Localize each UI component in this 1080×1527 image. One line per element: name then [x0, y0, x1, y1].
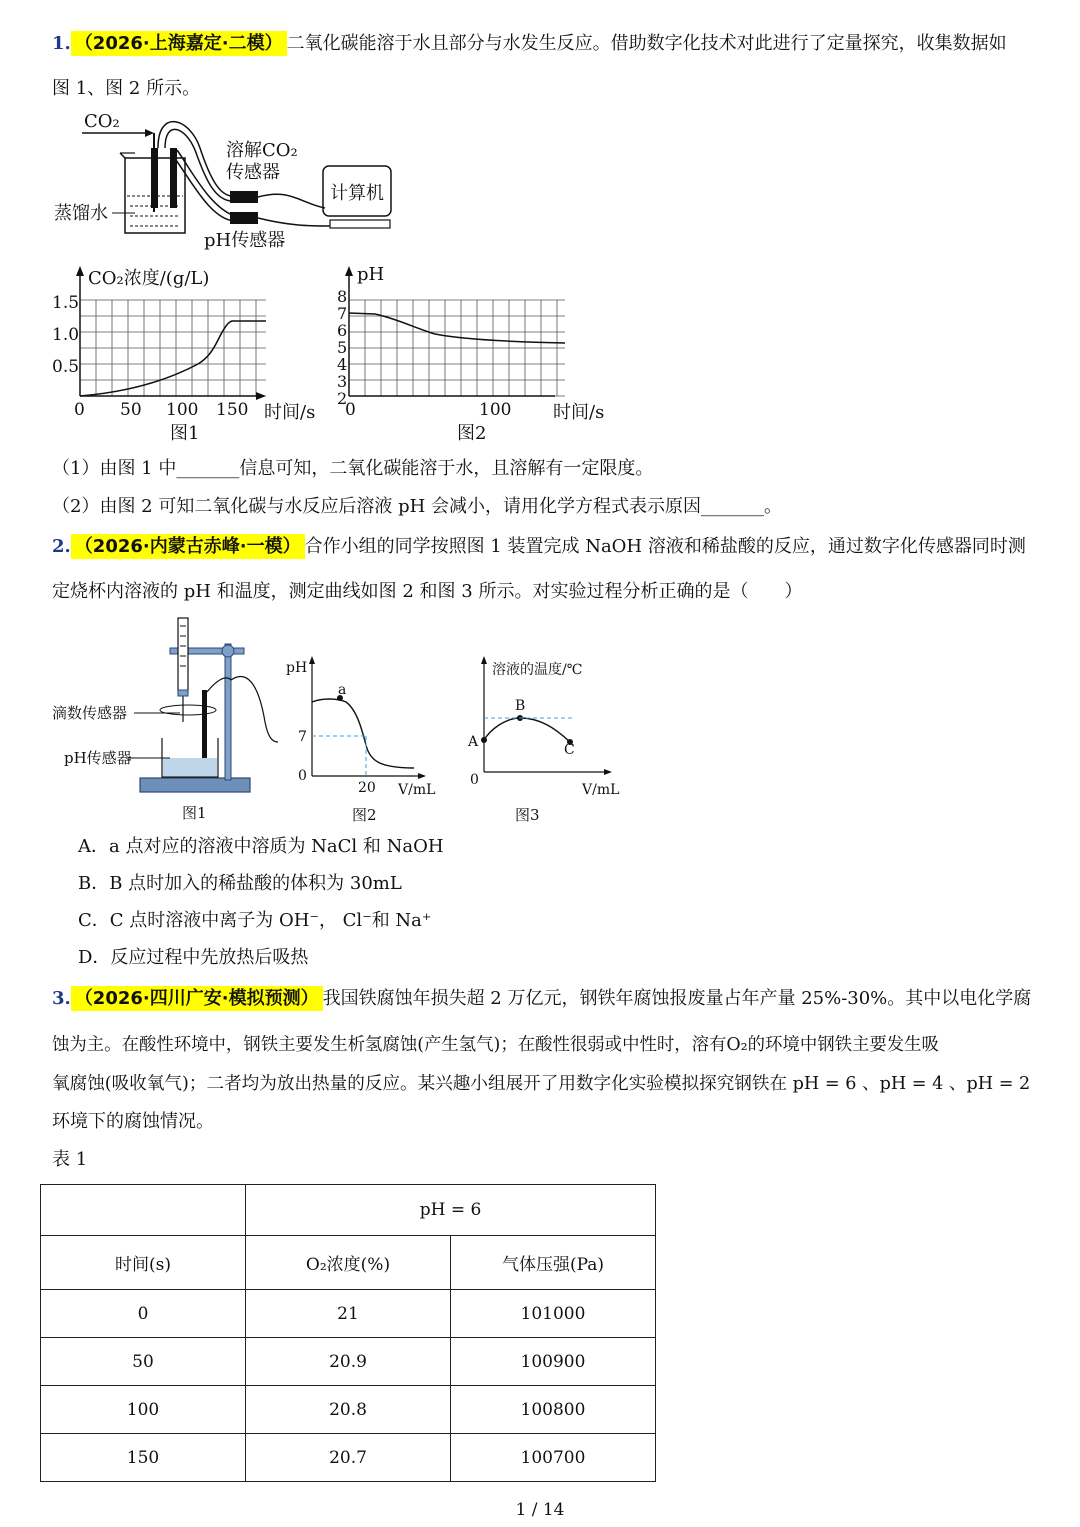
q1-line1: [52, 32, 1007, 56]
q3-table-title: 表 1: [52, 1149, 88, 1170]
q2-fig2-chart: [282, 650, 442, 827]
sensor-co2-label-1: 溶解CO₂: [226, 140, 298, 161]
fig1-xlabel: 时间/s: [264, 402, 316, 423]
q2-fig3-curve: [484, 718, 570, 742]
table-row: [41, 1338, 656, 1386]
table-header-time: 时间(s): [41, 1236, 246, 1290]
q2-fig3-C: C: [564, 742, 575, 758]
q2-fig3-A: A: [468, 734, 479, 750]
q2-fig2-xlabel: V/mL: [398, 782, 436, 798]
table-cell: 100900: [451, 1338, 656, 1386]
fig2-ytick-3: 3: [337, 372, 348, 391]
q2-ph-sensor-label: pH传感器: [64, 749, 132, 767]
table-header-o2: O₂浓度(%): [246, 1236, 451, 1290]
q3-text-3: 氧腐蚀(吸收氧气)；二者均为放出热量的反应。某兴趣小组展开了用数字化实验模拟探究钢铁在 pH = 6 、pH = 4 、pH = 2: [52, 1074, 1031, 1094]
q2-apparatus-figure: [50, 612, 290, 827]
fig2-ylabel: pH: [357, 264, 385, 285]
q3-text-4: 环境下的腐蚀情况。: [52, 1111, 214, 1132]
q2-number: 2.: [52, 536, 71, 557]
q2-source-tag: （2026·内蒙古赤峰·一模）: [71, 534, 305, 559]
table-row: [41, 1290, 656, 1338]
fig1-xtick-4: 150: [216, 400, 249, 420]
q2-option-b: B．B 点时加入的稀盐酸的体积为 30mL: [78, 873, 402, 894]
fig2-xlabel: 时间/s: [553, 402, 605, 423]
drip-sensor-label: 滴数传感器: [52, 704, 128, 722]
ph-sensor-label: pH传感器: [204, 230, 286, 251]
fig2-ytick-6: 6: [337, 321, 348, 340]
table-cell: 100: [41, 1386, 246, 1434]
fig2-ytick-5: 5: [337, 338, 348, 357]
q2-fig3-caption: 图3: [515, 806, 540, 824]
co2-label: CO₂: [84, 111, 120, 132]
fig1-xtick-1: 0: [74, 400, 85, 420]
q3-line1: [52, 987, 1031, 1011]
fig2-xtick-0: 0: [345, 400, 356, 420]
point-A: [481, 737, 487, 743]
fig2-ytick-8: 8: [337, 287, 348, 306]
water-label: 蒸馏水: [54, 203, 108, 224]
fig2-ytick-4: 4: [337, 355, 348, 374]
computer-label: 计算机: [330, 183, 384, 204]
table-cell: 20.7: [246, 1434, 451, 1482]
q1-fig2-chart: [335, 262, 620, 447]
fig2-caption: 图2: [457, 423, 487, 444]
q2-fig3-B: B: [515, 698, 526, 714]
q2-fig2-seven: 7: [298, 729, 307, 745]
q3-text-2: 蚀为主。在酸性环境中，钢铁主要发生析氢腐蚀(产生氢气)；在酸性很弱或中性时，溶有O₂的环境中钢铁主要发生吸: [52, 1035, 939, 1055]
q2-option-c: C．C 点时溶液中离子为 OH⁻， Cl⁻和 Na⁺: [78, 910, 432, 931]
table-cell: 150: [41, 1434, 246, 1482]
q2-fig2-a: a: [338, 682, 347, 698]
fig1-xtick-2: 50: [120, 400, 142, 420]
q3-data-table: [40, 1184, 656, 1482]
table-cell: 100800: [451, 1386, 656, 1434]
fig2-ytick-7: 7: [337, 304, 348, 323]
sensor-co2-label-2: 传感器: [226, 162, 280, 183]
table-group-header-row: [41, 1185, 656, 1236]
q1-text-2: 图 1、图 2 所示。: [52, 78, 201, 99]
fig1-caption: 图1: [170, 423, 200, 444]
q2-text-2: 定烧杯内溶液的 pH 和温度，测定曲线如图 2 和图 3 所示。对实验过程分析正确的是（ ）: [52, 581, 803, 602]
q1-apparatus-figure: [50, 108, 410, 258]
fig1-ylabel: CO₂浓度/(g/L): [88, 268, 210, 289]
q2-fig3-zero: 0: [470, 772, 479, 788]
q1-source-tag: （2026·上海嘉定·二模）: [71, 31, 287, 56]
q2-fig2-caption: 图2: [352, 806, 377, 824]
q2-fig2-twenty: 20: [358, 780, 376, 796]
fig2-xtick-100: 100: [479, 400, 512, 420]
q2-fig2-curve: [312, 699, 414, 768]
q1-fig1-chart: [48, 262, 328, 447]
fig1-xtick-3: 100: [166, 400, 199, 420]
q2-fig2-zero: 0: [298, 768, 307, 784]
table-corner-cell: [41, 1185, 246, 1236]
table-cell: 101000: [451, 1290, 656, 1338]
q1-sub-2: （2）由图 2 可知二氧化碳与水反应后溶液 pH 会减小，请用化学方程式表示原因_______。: [52, 496, 783, 517]
fig1-ytick-2: 1.0: [52, 325, 80, 345]
table-group-header: pH = 6: [246, 1185, 656, 1236]
q2-line1: [52, 535, 1026, 559]
table-cell: 0: [41, 1290, 246, 1338]
table-cell: 100700: [451, 1434, 656, 1482]
table-cell: 50: [41, 1338, 246, 1386]
q3-text-1: 我国铁腐蚀年损失超 2 万亿元，钢铁年腐蚀报废量占年产量 25%-30%。其中以电化学腐: [322, 988, 1032, 1009]
fig2-ytick-2: 2: [337, 389, 348, 408]
q3-number: 3.: [52, 988, 71, 1009]
q2-option-a: A．a 点对应的溶液中溶质为 NaCl 和 NaOH: [78, 836, 444, 857]
table-row: [41, 1386, 656, 1434]
q2-fig3-xlabel: V/mL: [582, 782, 620, 798]
q2-text-1: 合作小组的同学按照图 1 装置完成 NaOH 溶液和稀盐酸的反应，通过数字化传感器同时测: [304, 536, 1026, 557]
q2-fig3-chart: [460, 650, 630, 827]
table-header-row: [41, 1236, 656, 1290]
fig1-ytick-3: 0.5: [52, 357, 80, 377]
q1-sub-1: （1）由图 1 中_______信息可知，二氧化碳能溶于水，且溶解有一定限度。: [52, 458, 654, 479]
q2-fig1-caption: 图1: [182, 804, 207, 822]
q2-option-d: D．反应过程中先放热后吸热: [78, 947, 309, 968]
fig1-ytick-1: 1.5: [52, 293, 80, 313]
table-cell: 20.9: [246, 1338, 451, 1386]
table-row: [41, 1434, 656, 1482]
q1-text-1: 二氧化碳能溶于水且部分与水发生反应。借助数字化技术对此进行了定量探究，收集数据如: [286, 33, 1007, 54]
q2-fig2-ylabel: pH: [286, 660, 308, 676]
table-cell: 21: [246, 1290, 451, 1338]
q3-source-tag: （2026·四川广安·模拟预测）: [71, 986, 323, 1011]
q2-fig3-ylabel: 溶液的温度/℃: [492, 662, 583, 678]
table-cell: 20.8: [246, 1386, 451, 1434]
q1-number: 1.: [52, 33, 71, 54]
page-number: 1 / 14: [515, 1500, 565, 1520]
table-header-pressure: 气体压强(Pa): [451, 1236, 656, 1290]
